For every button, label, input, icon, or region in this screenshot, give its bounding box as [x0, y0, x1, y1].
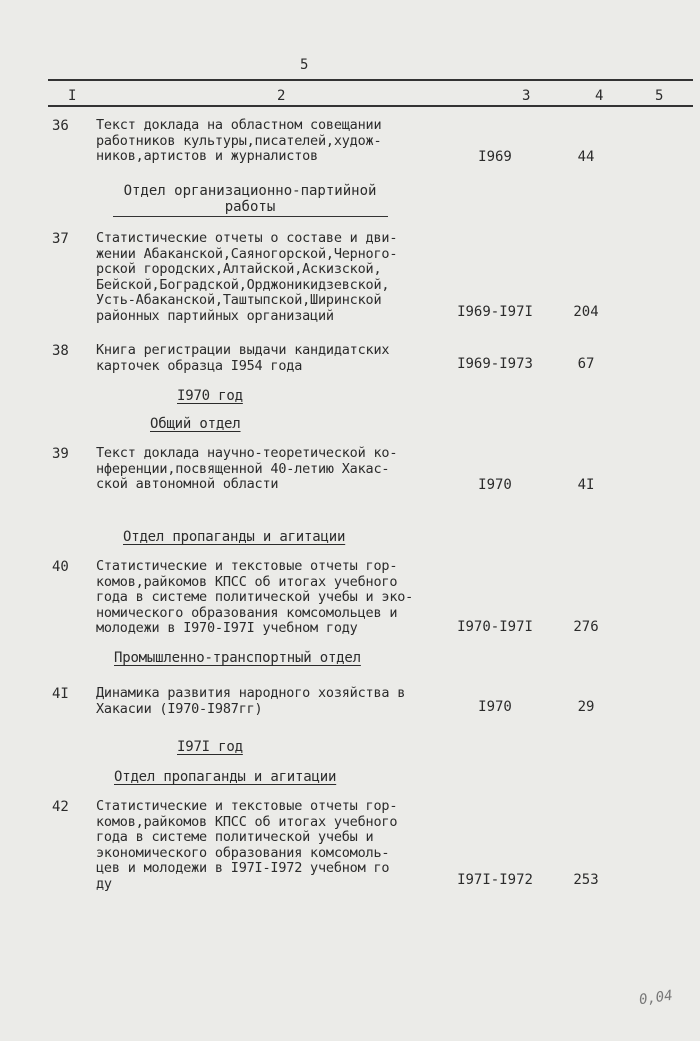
header-top-rule [48, 79, 693, 81]
row-count: 253 [573, 872, 599, 888]
row-title: Статистические отчеты о составе и дви- жении Абаканской,Саяногорской,Черного- рской городских,Алтайской,Аскизской, Бейской,Боградской,Орджоникидзевской, Усть-Абаканской,Таштыпской,Ширинской районных партийных организаций [96, 230, 398, 324]
row-number: 39 [52, 446, 69, 462]
column-header-3: 3 [522, 88, 531, 104]
section-heading: Промышленно-транспортный отдел [114, 650, 361, 666]
row-count: 29 [577, 699, 595, 715]
row-years: I969 [478, 149, 512, 165]
section-heading: Отдел пропаганды и агитации [114, 769, 337, 785]
row-number: 37 [52, 231, 69, 247]
row-years: I969-I97I [457, 304, 533, 320]
column-header-4: 4 [595, 88, 604, 104]
row-count: 67 [577, 356, 595, 372]
row-number: 38 [52, 343, 69, 359]
row-number: 36 [52, 118, 69, 134]
section-heading: Отдел пропаганды и агитации [123, 529, 346, 545]
row-count: 44 [577, 149, 595, 165]
row-years: I970-I97I [457, 619, 533, 635]
row-count: 276 [573, 619, 599, 635]
row-title: Статистические и текстовые отчеты гор- комов,райкомов КПСС об итогах учебного года в системе политической учебы и экономического образования комсомоль- цев и молодежи в I97I-I972 учебном го ду [96, 798, 398, 892]
row-count: 4I [577, 477, 595, 493]
row-title: Книга регистрации выдачи кандидатских карточек образца I954 года [96, 342, 390, 374]
page-number: 5 [300, 57, 309, 73]
year-heading: I970 год [177, 388, 243, 404]
handwritten-margin-note: 0,04 [638, 987, 674, 1009]
row-number: 40 [52, 559, 69, 575]
row-years: I97I-I972 [457, 872, 533, 888]
column-header-5: 5 [655, 88, 664, 104]
row-count: 204 [573, 304, 599, 320]
section-heading: Отдел организационно-партийной работы [123, 183, 377, 215]
column-header-2: 2 [277, 88, 286, 104]
year-heading: I97I год [177, 739, 243, 755]
column-header-1: I [68, 88, 77, 104]
row-title: Статистические и текстовые отчеты гор- комов,райкомов КПСС об итогах учебного года в системе политической учебы и эко- номического образования комсомольцев и молодежи в I970-I97I учебном году [96, 558, 414, 637]
row-title: Текст доклада научно-теоретической ко- нференции,посвященной 40-летию Хакас- ской автономной области [96, 445, 398, 493]
row-title: Текст доклада на областном совещании работников культуры,писателей,худож- ников,артистов и журналистов [96, 117, 382, 165]
row-years: I969-I973 [457, 356, 533, 372]
section-heading: Общий отдел [150, 416, 241, 432]
row-years: I970 [478, 477, 512, 493]
header-bottom-rule [48, 105, 693, 107]
row-number: 42 [52, 799, 69, 815]
row-years: I970 [478, 699, 512, 715]
row-title: Динамика развития народного хозяйства в Хакасии (I970-I987гг) [96, 685, 406, 717]
section-underline [113, 216, 388, 217]
row-number: 4I [52, 686, 69, 702]
